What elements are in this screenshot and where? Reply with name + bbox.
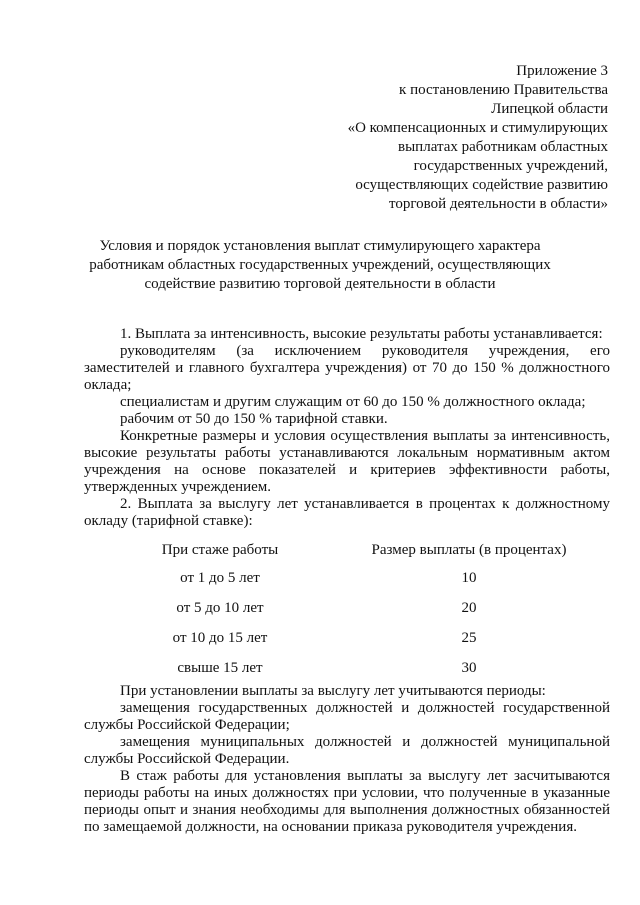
table-cell-period: свыше 15 лет — [177, 660, 263, 676]
appendix-line: торговой деятельности в области» — [389, 196, 608, 212]
paragraph: 1. Выплата за интенсивность, высокие результаты работы устанавливается: — [120, 326, 603, 342]
paragraph: рабочим от 50 до 150 % тарифной ставки. — [120, 411, 388, 427]
table-cell-value: 25 — [461, 630, 477, 646]
table-header-row — [120, 542, 590, 570]
paragraph: При установлении выплаты за выслугу лет учитываются периоды: — [120, 683, 546, 699]
table-cell-period: от 1 до 5 лет — [180, 570, 260, 586]
appendix-line: Приложение 3 — [516, 63, 608, 79]
paragraph: замещения государственных должностей и должностей государственной службы Российской Федерации; — [84, 700, 610, 733]
title-line: Условия и порядок установления выплат стимулирующего характера — [99, 238, 541, 254]
table-cell-period: от 10 до 15 лет — [172, 630, 268, 646]
paragraph: 2. Выплата за выслугу лет устанавливается в процентах к должностному окладу (тарифной ставке): — [84, 496, 610, 529]
section-seniority-periods — [84, 683, 610, 836]
appendix-line: Липецкой области — [491, 101, 608, 117]
document-title — [60, 237, 580, 294]
table-header-period: При стаже работы — [161, 542, 279, 558]
title-line: работникам областных государственных учреждений, осуществляющих — [89, 257, 551, 273]
table-row — [120, 600, 590, 630]
table-cell-value: 30 — [461, 660, 477, 676]
table-cell-value: 10 — [461, 570, 477, 586]
paragraph: замещения муниципальных должностей и должностей муниципальной службы Российской Федерации. — [84, 734, 610, 767]
table-cell-period: от 5 до 10 лет — [176, 600, 264, 616]
paragraph: руководителям (за исключением руководителя учреждения, его заместителей и главного бухгалтера учреждения) от 70 до 150 % должностного оклада; — [84, 343, 610, 393]
appendix-line: государственных учреждений, — [413, 158, 608, 174]
paragraph: В стаж работы для установления выплаты за выслугу лет засчитываются периоды работы на иных должностях при условии, что полученные в указанные периоды опыт и знания необходимы для выполнения должностных обязанностей по замещаемой должности, на основании приказа руководителя учреждения. — [84, 768, 610, 835]
table-header-value: Размер выплаты (в процентах) — [371, 542, 567, 558]
seniority-table — [120, 542, 590, 690]
appendix-line: «О компенсационных и стимулирующих — [347, 120, 608, 136]
paragraph: специалистам и другим служащим от 60 до 150 % должностного оклада; — [120, 394, 586, 410]
paragraph: Конкретные размеры и условия осуществления выплаты за интенсивность, высокие результаты работы устанавливаются локальным нормативным актом учреждения на основе показателей и критериев эффективности работы, утвержденных учреждением. — [84, 428, 610, 495]
appendix-header — [308, 62, 608, 214]
table-row — [120, 570, 590, 600]
section-intensity-payment — [84, 326, 610, 530]
title-line: содействие развитию торговой деятельности в области — [144, 276, 496, 292]
table-cell-value: 20 — [461, 600, 477, 616]
appendix-line: осуществляющих содействие развитию — [355, 177, 608, 193]
appendix-line: к постановлению Правительства — [399, 82, 608, 98]
table-row — [120, 630, 590, 660]
appendix-line: выплатах работникам областных — [398, 139, 608, 155]
